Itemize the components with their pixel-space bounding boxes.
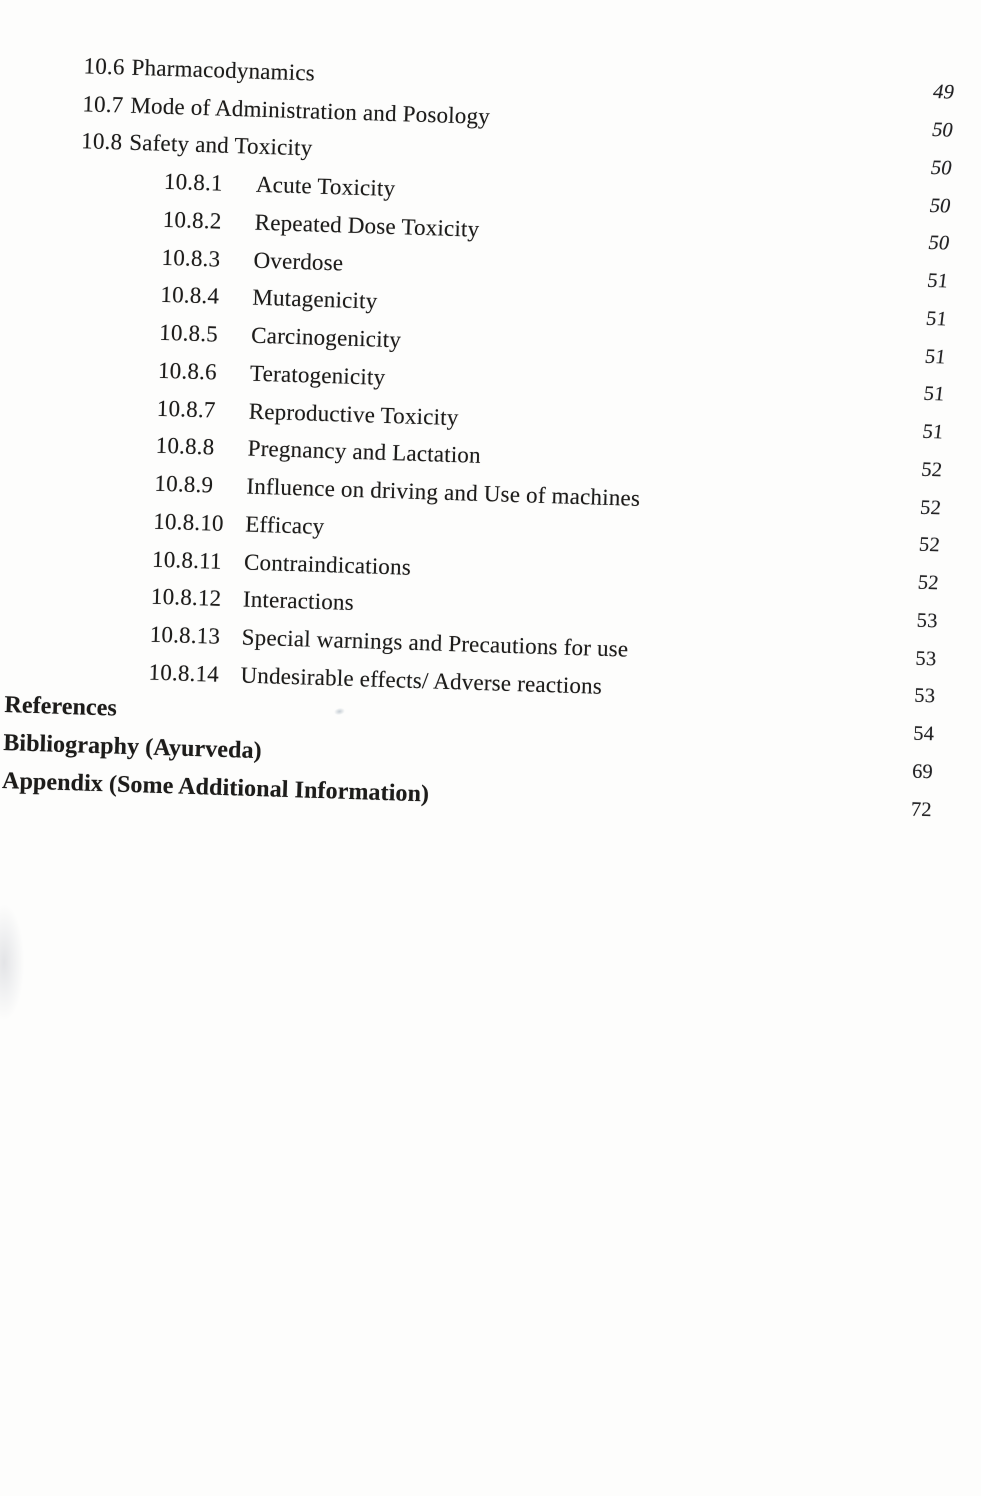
toc-entry-page: 49 <box>931 81 957 104</box>
toc-entry-title: Appendix (Some Additional Information) <box>1 767 430 808</box>
toc-entry-title: Interactions <box>242 586 355 616</box>
toc-entry-page: 53 <box>915 647 937 670</box>
toc-entry-title: Pregnancy and Lactation <box>247 435 482 469</box>
toc-entry-title: Acute Toxicity <box>255 171 396 202</box>
toc-entry-title: Undesirable effects/ Adverse reactions <box>240 662 603 699</box>
toc-entry-number: 10.8.3 <box>161 244 221 272</box>
toc-entry-title: Mutagenicity <box>252 285 378 314</box>
toc-entry-page: 54 <box>912 722 935 746</box>
toc-entry-title: Carcinogenicity <box>250 322 402 353</box>
toc-entry-page: 53 <box>916 609 938 633</box>
scan-edge-smudge <box>0 905 24 1020</box>
toc-entry-page: 53 <box>913 685 936 708</box>
toc-entry-title: Special warnings and Precautions for use <box>241 624 629 662</box>
toc-entry-number: 10.8.11 <box>151 546 223 574</box>
toc-entry-page: 52 <box>918 534 941 557</box>
toc-entry-number: 10.8.13 <box>149 621 221 649</box>
toc-entry-title: References <box>4 692 118 722</box>
toc-entry-page: 50 <box>926 232 952 255</box>
toc-entry-number: 10.8 <box>80 128 123 155</box>
toc-entry-number: 10.8.14 <box>148 659 220 687</box>
toc-entry-title: Bibliography (Ayurveda) <box>2 729 263 765</box>
toc-entry-number: 10.8.1 <box>163 168 224 196</box>
toc-entry-page: 69 <box>911 760 934 784</box>
toc-entry-page: 51 <box>923 345 948 369</box>
toc-entry-number: 10.8.6 <box>157 357 218 385</box>
toc-entry-page: 51 <box>926 269 950 293</box>
toc-entry-number: 10.8.8 <box>155 433 215 460</box>
toc-entry-number: 10.8.4 <box>160 282 220 309</box>
toc-entry-page: 50 <box>930 119 956 142</box>
toc-entry-page: 51 <box>924 307 949 331</box>
toc-entry-number: 10.8.12 <box>150 583 222 612</box>
toc-entry-title: Repeated Dose Toxicity <box>254 209 480 242</box>
toc-entry-page: 51 <box>921 420 945 444</box>
toc-entry-title: Contraindications <box>243 549 412 580</box>
toc-entry-page: 50 <box>928 156 954 180</box>
toc-entry-number: 10.8.7 <box>156 395 216 423</box>
toc-entry-title: Teratogenicity <box>249 360 386 390</box>
toc-entry-number: 10.6 <box>83 53 126 80</box>
toc-entry-title: Influence on driving and Use of machines <box>246 473 641 512</box>
toc-entry-title: Overdose <box>253 247 344 276</box>
toc-entry-page: 52 <box>920 458 944 482</box>
toc-entry-number: 10.8.10 <box>152 508 225 536</box>
toc-entry-title: Efficacy <box>244 511 325 539</box>
toc-entry-page: 51 <box>922 383 947 406</box>
toc-entry-title: Safety and Toxicity <box>128 130 313 161</box>
toc-entry-title: Reproductive Toxicity <box>248 398 459 430</box>
toc-entry-number: 10.8.2 <box>162 206 222 234</box>
toc-entry-page: 52 <box>916 571 940 595</box>
toc-entry-title: Mode of Administration and Posology <box>130 92 491 129</box>
table-of-contents <box>0 45 981 830</box>
toc-entry-page: 52 <box>919 496 943 519</box>
toc-entry-title: Pharmacodynamics <box>131 54 316 86</box>
toc-entry-page: 72 <box>910 798 933 821</box>
toc-entry-number: 10.8.5 <box>158 319 219 347</box>
toc-entry-number: 10.8.9 <box>154 470 214 498</box>
toc-entry-page: 50 <box>927 194 953 218</box>
toc-entry-number: 10.7 <box>82 90 124 118</box>
